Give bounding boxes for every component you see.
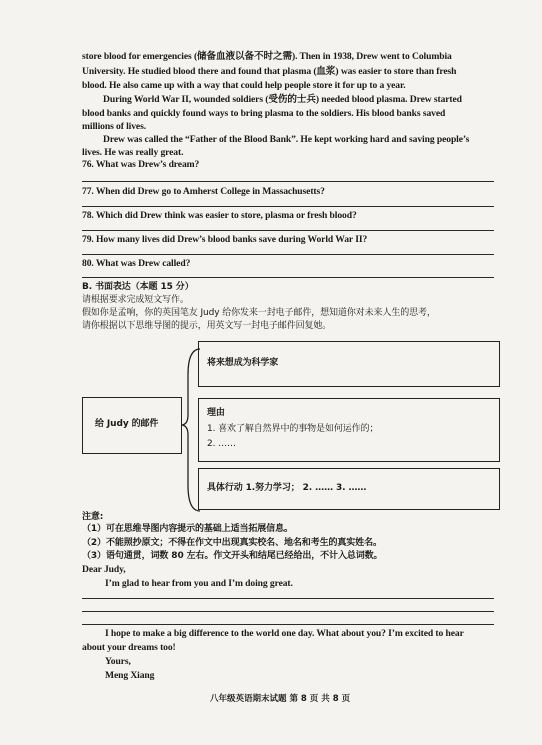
question-77: 77. When did Drew go to Amherst College in Massachusetts?: [82, 186, 325, 197]
passage-line: lives. He was really great.: [82, 147, 184, 158]
writing-line: [82, 598, 494, 599]
question-80: 80. What was Drew called?: [82, 258, 191, 269]
writing-line: [82, 624, 494, 625]
mindmap-reason-1: 1. 喜欢了解自然界中的事物是如何运作的；: [207, 424, 379, 434]
answer-line: [82, 254, 494, 255]
answer-line: [82, 206, 494, 207]
mindmap-action-label: 具体行动 1.努力学习； 2. …… 3. ……: [207, 483, 367, 493]
question-79: 79. How many lives did Drew’s blood banks save during World War II?: [82, 234, 368, 245]
mindmap-reason-title: 理由: [207, 408, 225, 418]
question-78: 78. Which did Drew think was easier to store, plasma or fresh blood?: [82, 210, 357, 221]
writing-line: [82, 611, 494, 612]
passage-line: University. He studied blood there and found that plasma (血浆) was easier to store than fresh: [82, 66, 457, 77]
question-76: 76. What was Drew’s dream?: [82, 159, 200, 170]
mindmap-action-box: [198, 468, 500, 510]
mindmap-reason-2: 2. ……: [207, 439, 236, 449]
letter-greeting: Dear Judy,: [82, 564, 126, 575]
passage-line: blood. He also came up with a way that could help people store it for up to a year.: [82, 80, 406, 91]
note-item: （2）不能照抄原文；不得在作文中出现真实校名、地名和考生的真实姓名。: [82, 538, 382, 548]
passage-line: blood banks and quickly found ways to bring plasma to the soldiers. His blood banks saved: [82, 108, 446, 119]
notes-title: 注意:: [82, 512, 104, 522]
instruction: 假如你是孟响，你的英国笔友 Judy 给你发来一封电子邮件，想知道你对未来人生的思考，: [82, 308, 436, 318]
letter-closing: about your dreams too!: [82, 642, 176, 653]
passage-line: store blood for emergencies (储备血液以备不时之需). Then in 1938, Drew went to Columbia: [82, 51, 452, 62]
mindmap-reason-box: [198, 398, 500, 462]
instruction: 请根据要求完成短文写作。: [82, 295, 189, 305]
letter-opening: I’m glad to hear from you and I’m doing great.: [105, 578, 293, 589]
mindmap-center-label: 给 Judy 的邮件: [95, 419, 159, 429]
letter-signoff: Yours,: [105, 656, 131, 667]
mindmap-top-label: 将来想成为科学家: [207, 358, 279, 368]
letter-closing: I hope to make a big difference to the world one day. What about you? I’m excited to hear: [105, 628, 464, 639]
passage-line: Drew was called the “Father of the Blood Bank”. He kept working hard and saving people’s: [103, 134, 470, 145]
note-item: （1）可在思维导图内容提示的基础上适当拓展信息。: [82, 524, 293, 534]
passage-line: millions of lives.: [82, 121, 147, 132]
mindmap-top-box: [198, 341, 500, 387]
answer-line: [82, 230, 494, 231]
note-item: （3）语句通贯，词数 80 左右。作文开头和结尾已经给出，不计入总词数。: [82, 551, 383, 561]
mindmap-center-box: [82, 397, 182, 454]
answer-line: [82, 277, 494, 278]
page-footer: 八年级英语期末试题 第 8 页 共 8 页: [210, 694, 351, 704]
letter-name: Meng Xiang: [105, 670, 155, 681]
instruction: 请你根据以下思维导图的提示，用英文写一封电子邮件回复她。: [82, 321, 332, 331]
answer-line: [82, 181, 494, 182]
section-heading: B. 书面表达（本题 15 分）: [82, 282, 194, 292]
passage-line: During World War II, wounded soldiers (受伤的士兵) needed blood plasma. Drew started: [103, 94, 462, 105]
